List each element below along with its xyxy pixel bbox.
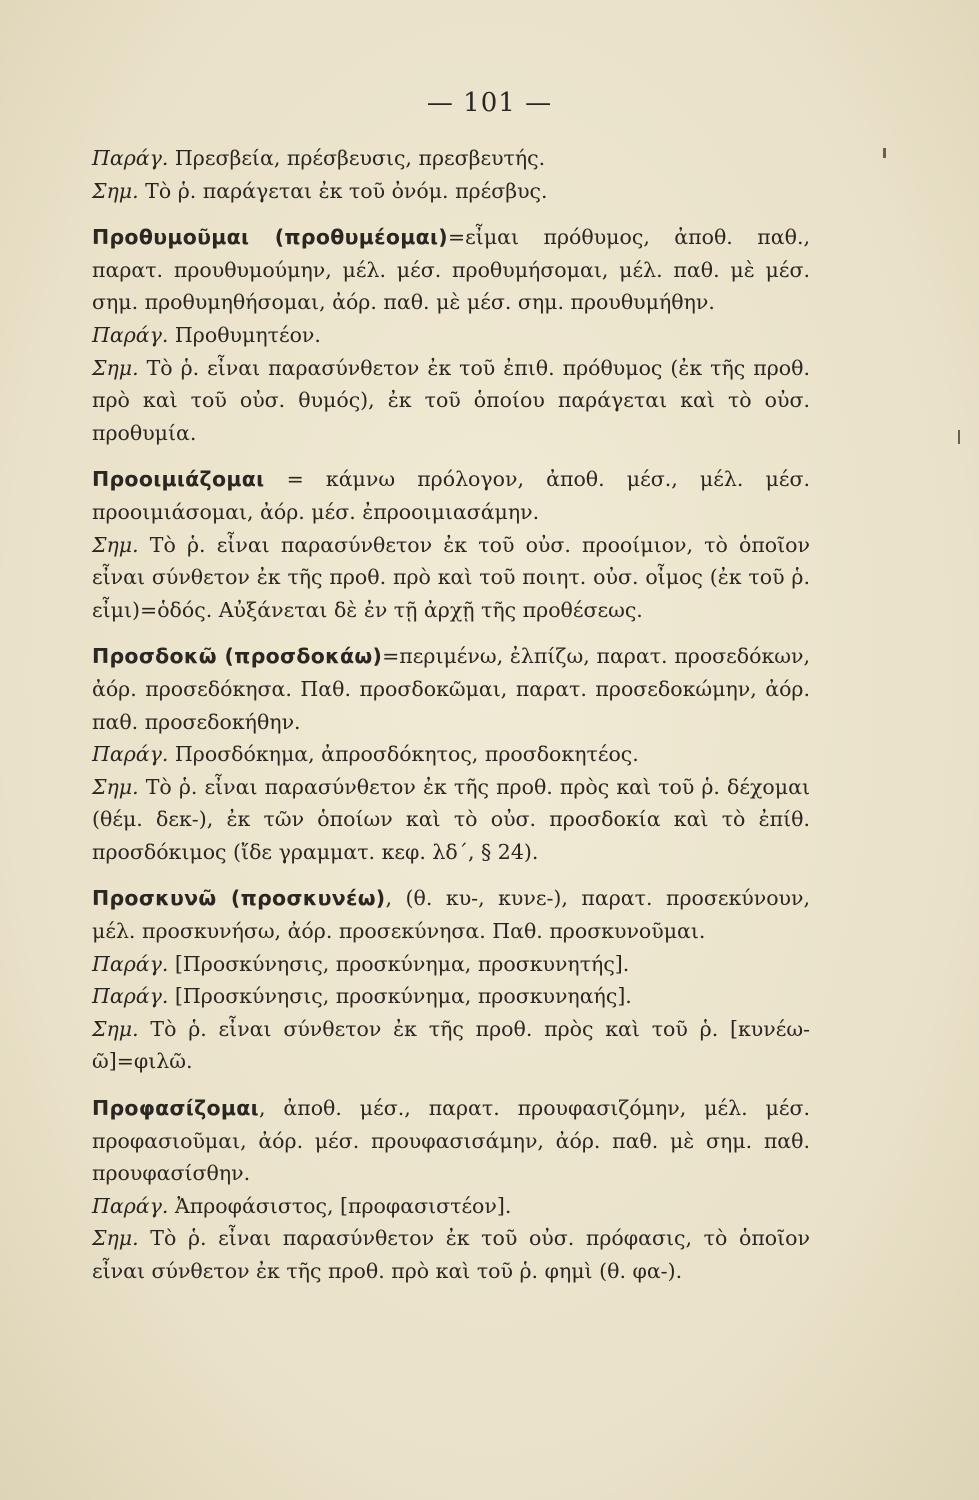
entry-profasizomai	[92, 1092, 810, 1288]
entry-body: , (θ. κυ-, κυνε-), παρατ. προσεκύνουν, μέλ. προσκυνήσω, ἀόρ. προσεκύνησα. Παθ. προσκυνοῦμαι.	[92, 886, 810, 944]
headword: Προφασίζομαι	[92, 1096, 259, 1121]
line-text: [Προσκύνησις, προσκύνημα, προσκυνηαής].	[174, 984, 632, 1009]
entry-body: =εἶμαι πρόθυμος, ἀποθ. παθ., παρατ. προυθυμούμην, μέλ. μέσ. προθυμήσομαι, μέλ. παθ. μὲ μέσ. σημ. προθυμηθήσομαι, ἀόρ. παθ. μὲ μέσ. σημ. προυθυμήθην.	[92, 225, 810, 315]
label-parag: Παράγ.	[92, 984, 169, 1009]
entry-line	[92, 529, 810, 627]
label-sim: Σημ.	[92, 532, 139, 557]
line-text: Τὸ ῥ. εἶναι παρασύνθετον ἐκ τῆς προθ. πρὸς καὶ τοῦ ῥ. δέχομαι (θέμ. δεκ-), ἐκ τῶν ὁποίων καὶ τὸ οὐσ. προσδοκία καὶ τὸ ἐπίθ. προσδόκιμος (ἴδε γραμματ. κεφ. λδ΄, § 24).	[92, 774, 810, 864]
margin-mark	[958, 430, 960, 444]
line-text: [Προσκύνησις, προσκύνημα, προσκυνητής].	[174, 951, 630, 976]
entry-head-paragraph	[92, 221, 810, 319]
entry-prosdoko	[92, 640, 810, 868]
entry-prooimiazomai	[92, 463, 810, 626]
entry-head-paragraph	[92, 463, 810, 528]
label-sim: Σημ.	[92, 178, 139, 203]
label-parag: Παράγ.	[92, 146, 169, 170]
headword: Προσκυνῶ (προσκυνέω)	[92, 886, 386, 911]
line-text: Τὸ ῥ. εἶναι σύνθετον ἐκ τῆς προθ. πρὸς καὶ τοῦ ῥ. [κυνέω-ῶ]=φιλῶ.	[92, 1016, 810, 1074]
entry-head-paragraph	[92, 640, 810, 738]
label-sim: Σημ.	[92, 774, 139, 799]
entry-presvis	[92, 142, 810, 207]
headword: Προοιμιάζομαι	[92, 467, 265, 492]
entry-line	[92, 948, 810, 981]
entry-proskyno	[92, 882, 810, 1078]
label-parag: Παράγ.	[92, 1193, 169, 1218]
line-text: Τὸ ῥ. εἶναι παρασύνθετον ἐκ τοῦ ἐπιθ. πρόθυμος (ἐκ τῆς προθ. πρὸ καὶ τοῦ οὐσ. θυμός), ἐκ τοῦ ὁποίου παράγεται καὶ τὸ οὐσ. προθυμία.	[92, 355, 810, 445]
label-parag: Παράγ.	[92, 951, 169, 976]
entry-line	[92, 352, 810, 450]
line-text: Προθυμητέον.	[174, 322, 321, 347]
line-text: Προσδόκημα, ἀπροσδόκητος, προσδοκητέος.	[174, 742, 639, 767]
entry-line	[92, 1222, 810, 1287]
entry-line	[92, 980, 810, 1013]
entry-line	[92, 738, 810, 771]
line-text: Πρεσβεία, πρέσβευσις, πρεσβευτής.	[174, 146, 546, 170]
label-sim: Σημ.	[92, 355, 139, 380]
label-sim: Σημ.	[92, 1226, 139, 1251]
entry-body: = κάμνω πρόλογον, ἀποθ. μέσ., μέλ. μέσ. προοιμιάσομαι, ἀόρ. μέσ. ἐπροοιμιασάμην.	[92, 467, 810, 524]
entry-line	[92, 319, 810, 352]
label-parag: Παράγ.	[92, 322, 169, 347]
entry-body: =περιμένω, ἐλπίζω, παρατ. προσεδόκων, ἀόρ. προσεδόκησα. Παθ. προσδοκῶμαι, παρατ. προσεδοκώμην, ἀόρ. παθ. προσεδοκήθην.	[92, 644, 810, 734]
line-text: Τὸ ῥ. παράγεται ἐκ τοῦ ὀνόμ. πρέσβυς.	[145, 178, 548, 203]
entry-line	[92, 771, 810, 869]
entry-head-paragraph	[92, 882, 810, 947]
entry-line	[92, 142, 810, 175]
entry-line	[92, 1013, 810, 1078]
headword: Προσδοκῶ (προσδοκάω)	[92, 644, 383, 669]
entry-head-paragraph	[92, 1092, 810, 1190]
entry-body: , ἀποθ. μέσ., παρατ. προυφασιζόμην, μέλ. μέσ. προφασιοῦμαι, ἀόρ. μέσ. προυφασισάμην, ἀόρ. παθ. μὲ σημ. παθ. προυφασίσθην.	[92, 1096, 810, 1186]
headword: Προθυμοῦμαι (προθυμέομαι)	[92, 225, 448, 250]
line-text: Τὸ ῥ. εἶναι παρασύνθετον ἐκ τοῦ οὐσ. προοίμιον, τὸ ὁποῖον εἶναι σύνθετον ἐκ τῆς προθ. πρὸ καὶ τοῦ ποιητ. οὐσ. οἶμος (ἐκ τοῦ ῥ. εἶμι)=ὁδός. Αὐξάνεται δὲ ἐν τῇ ἀρχῇ τῆς προθέσεως.	[92, 532, 810, 622]
entry-line	[92, 175, 810, 208]
entry-line	[92, 1190, 810, 1223]
label-parag: Παράγ.	[92, 742, 169, 767]
page-number: — 101 —	[426, 88, 553, 118]
label-sim: Σημ.	[92, 1016, 139, 1041]
line-text: Ἀπροφάσιστος, [προφασιστέον].	[174, 1193, 512, 1218]
page-text	[92, 142, 810, 1302]
line-text: Τὸ ῥ. εἶναι παρασύνθετον ἐκ τοῦ οὐσ. πρόφασις, τὸ ὁποῖον εἶναι σύνθετον ἐκ τῆς προθ. πρὸ καὶ τοῦ ῥ. φημὶ (θ. φα-).	[92, 1226, 810, 1283]
entry-prothymoumai	[92, 221, 810, 449]
margin-mark	[883, 148, 886, 158]
